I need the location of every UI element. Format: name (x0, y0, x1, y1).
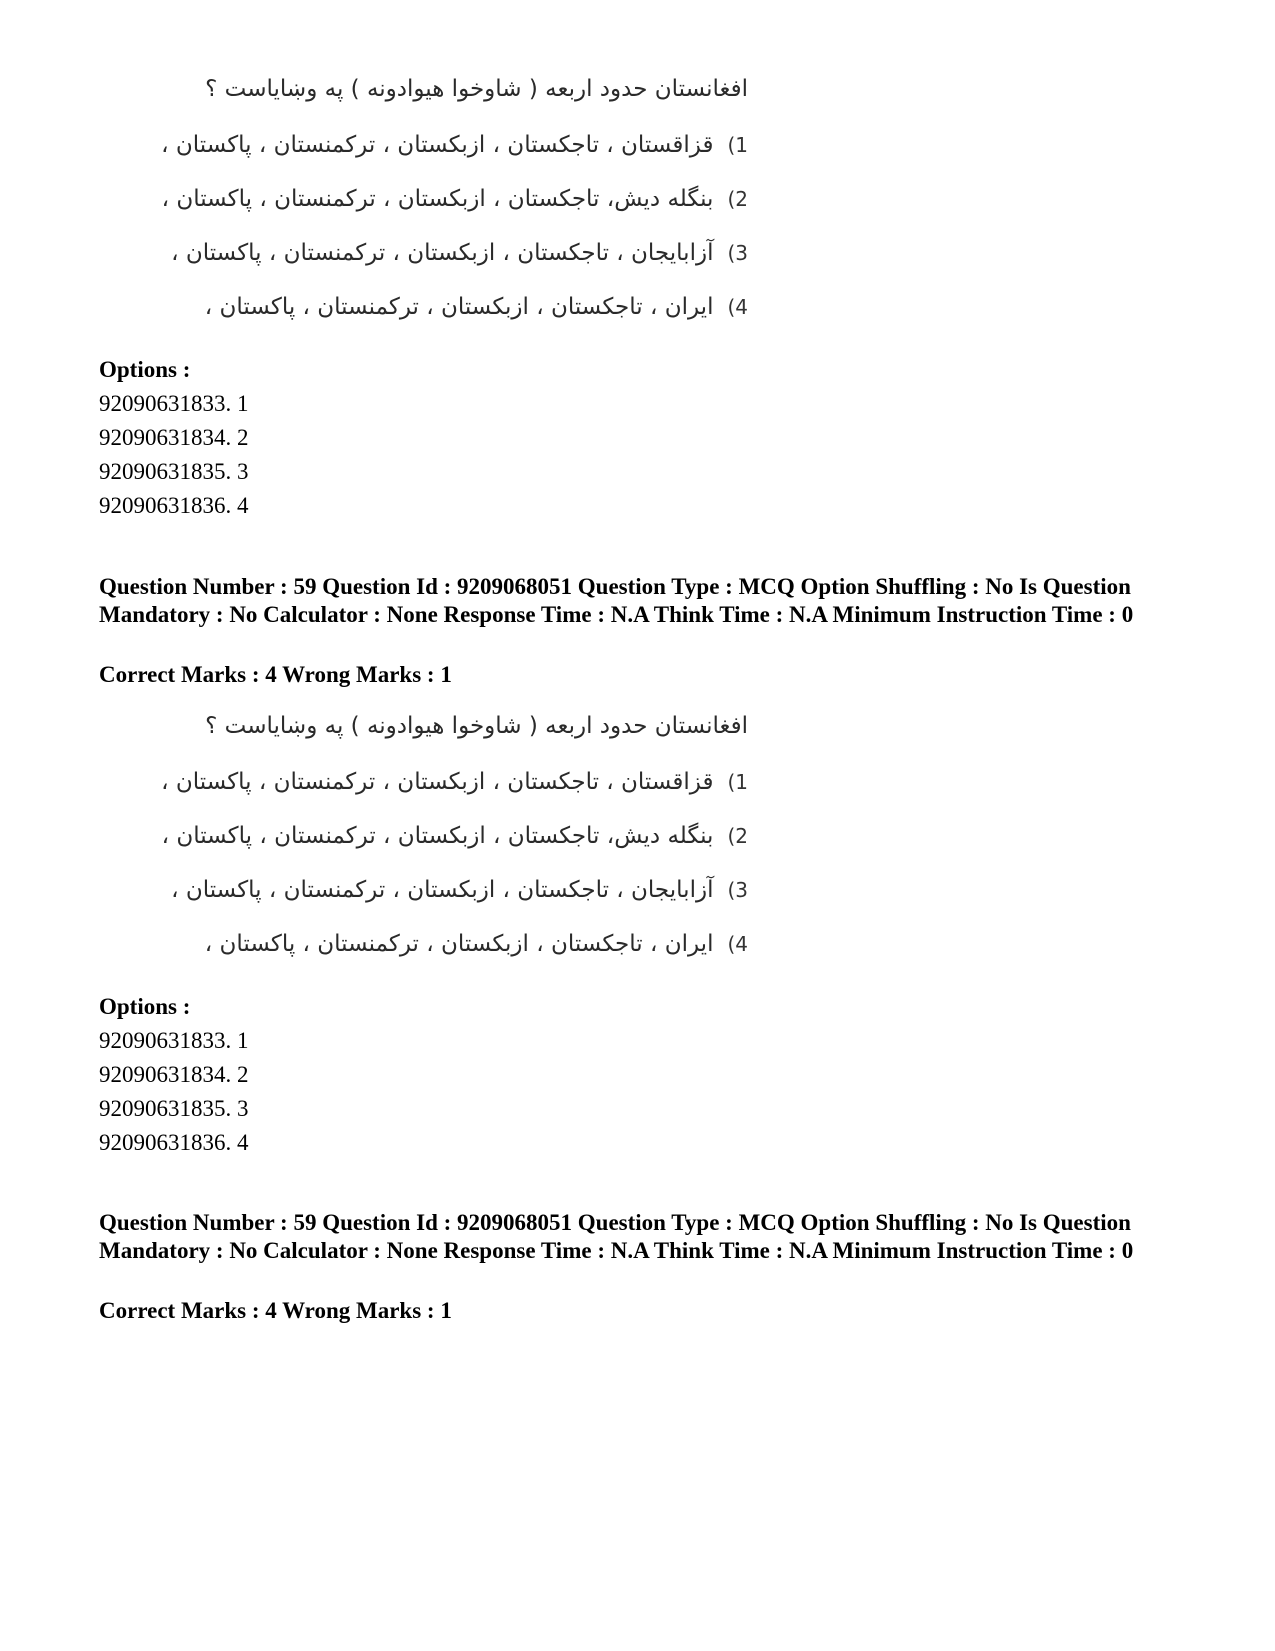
choice-text: قزاقستان ، تاجکستان ، ازبکستان ، ترکمنستان ، پاکستان ، (161, 769, 714, 795)
choice-number: (3 (727, 878, 748, 902)
question-choice-2 (150, 186, 748, 212)
question-meta: Question Number : 59 Question Id : 9209068051 Question Type : MCQ Option Shuffling : No Is Question Mandatory : No Calculator : None Response Time : N.A Think Time : N.A Minimum Instruction Time : 0 (99, 574, 1134, 627)
choice-text: بنگله دیش، تاجکستان ، ازبکستان ، ترکمنستان ، پاکستان ، (161, 186, 714, 212)
question-meta: Question Number : 59 Question Id : 9209068051 Question Type : MCQ Option Shuffling : No Is Question Mandatory : No Calculator : None Response Time : N.A Think Time : N.A Minimum Instruction Time : 0 (99, 1210, 1134, 1263)
question-marks: Correct Marks : 4 Wrong Marks : 1 (99, 1298, 452, 1323)
option-item: 92090631833. 1 (99, 1028, 249, 1053)
question-image (150, 713, 770, 983)
question-choice-4 (150, 294, 748, 320)
option-item: 92090631835. 3 (99, 1096, 249, 1121)
choice-number: (1 (727, 133, 748, 157)
question-choice-3 (150, 877, 748, 903)
options-list (99, 353, 249, 523)
choice-text: ایران ، تاجکستان ، ازبکستان ، ترکمنستان ، پاکستان ، (204, 294, 714, 320)
options-label: Options : (99, 357, 191, 382)
choice-text: آزابایجان ، تاجکستان ، ازبکستان ، ترکمنستان ، پاکستان ، (171, 877, 714, 903)
question-marks: Correct Marks : 4 Wrong Marks : 1 (99, 662, 452, 687)
option-item: 92090631836. 4 (99, 1130, 249, 1155)
question-choice-3 (150, 240, 748, 266)
question-choice-2 (150, 823, 748, 849)
option-item: 92090631833. 1 (99, 391, 249, 416)
option-item: 92090631834. 2 (99, 1062, 249, 1087)
question-title: افغانستان حدود اربعه ( شاوخوا هیوادونه ) په وښایاست ؟ (205, 76, 748, 102)
choice-number: (3 (727, 241, 748, 265)
question-choice-4 (150, 931, 748, 957)
choice-text: قزاقستان ، تاجکستان ، ازبکستان ، ترکمنستان ، پاکستان ، (161, 132, 714, 158)
choice-number: (2 (727, 187, 748, 211)
options-list (99, 990, 249, 1160)
choice-number: (1 (727, 770, 748, 794)
choice-number: (2 (727, 824, 748, 848)
question-choice-1 (150, 132, 748, 158)
question-title: افغانستان حدود اربعه ( شاوخوا هیوادونه ) په وښایاست ؟ (205, 713, 748, 739)
options-label: Options : (99, 994, 191, 1019)
question-image (150, 76, 770, 346)
option-item: 92090631835. 3 (99, 459, 249, 484)
choice-text: آزابایجان ، تاجکستان ، ازبکستان ، ترکمنستان ، پاکستان ، (171, 240, 714, 266)
option-item: 92090631836. 4 (99, 493, 249, 518)
choice-text: ایران ، تاجکستان ، ازبکستان ، ترکمنستان ، پاکستان ، (204, 931, 714, 957)
option-item: 92090631834. 2 (99, 425, 249, 450)
choice-number: (4 (727, 932, 748, 956)
choice-number: (4 (727, 295, 748, 319)
choice-text: بنگله دیش، تاجکستان ، ازبکستان ، ترکمنستان ، پاکستان ، (161, 823, 714, 849)
question-choice-1 (150, 769, 748, 795)
